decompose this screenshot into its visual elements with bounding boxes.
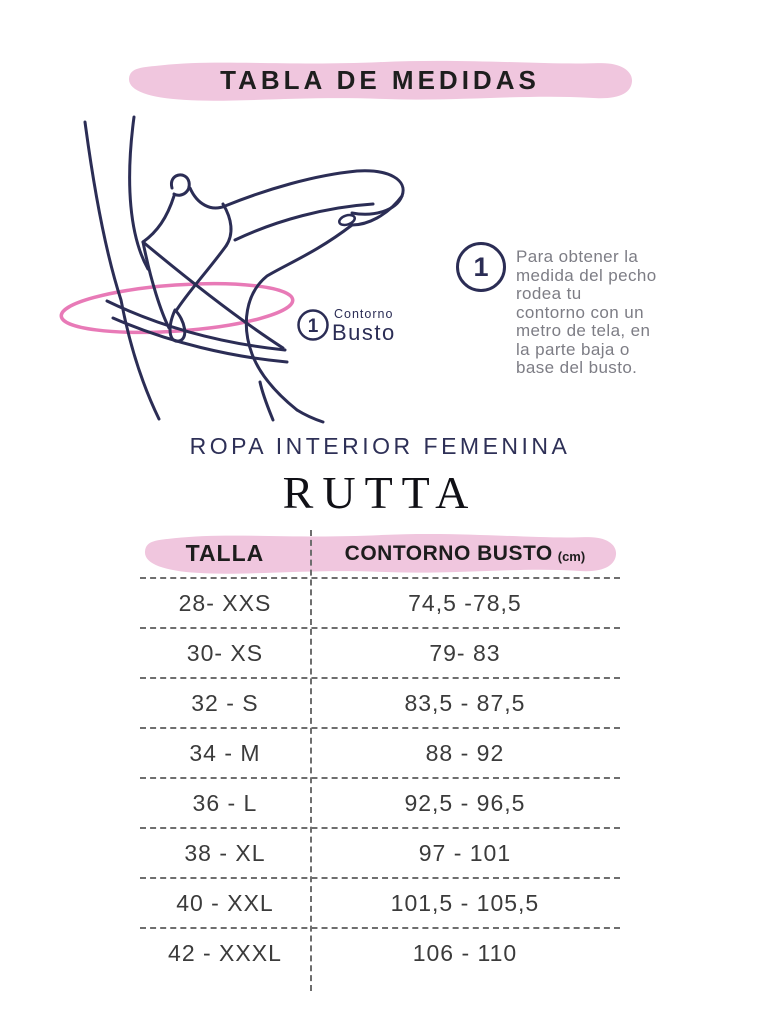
brand-tagline: ROPA INTERIOR FEMENINA [189,433,571,459]
busto-cell: 106 - 110 [412,939,518,966]
busto-cell: 88 - 92 [425,739,505,766]
busto-cell: 97 - 101 [418,839,512,866]
talla-cell: 30- XS [186,639,264,666]
table-row [140,927,620,977]
instruction-line: metro de tela, en [516,321,651,340]
talla-cell: 36 - L [192,789,258,816]
header-unit: (cm) [557,549,586,564]
busto-cell: 74,5 -78,5 [408,589,522,616]
header-talla: TALLA [185,540,265,566]
talla-cell: 42 - XXXL [168,939,282,966]
label-contorno: Contorno [334,307,394,321]
woman-line-art [85,117,403,422]
table-rows [140,577,620,977]
header-contorno-busto [310,530,620,577]
page-title: TABLA DE MEDIDAS [220,64,540,95]
table-header [140,530,620,577]
instruction-line: Para obtener la [516,247,639,266]
table-row [140,727,620,777]
label-busto: Busto [332,320,396,345]
instruction-line: contorno con un [516,302,644,322]
instruction-line: base del busto. [516,358,638,377]
talla-cell: 38 - XL [184,839,266,866]
table-row [140,627,620,677]
instruction-step-1 [456,240,718,378]
label-number: 1 [307,316,319,337]
brand-logo: RUTTA [282,467,478,518]
busto-cell: 101,5 - 105,5 [390,889,540,916]
talla-cell: 40 - XXL [176,889,274,916]
column-separator [310,530,312,991]
talla-cell: 28- XXS [178,589,272,616]
busto-cell: 79- 83 [429,639,501,666]
contorno-busto-label [299,307,396,345]
title-banner [124,56,636,104]
table-row [140,777,620,827]
bust-measurement-illustration [55,112,440,424]
table-row [140,877,620,927]
instruction-line: la parte baja o [516,339,630,359]
instruction-text [516,240,657,378]
step-number-circle: 1 [456,242,506,292]
header-contorno-busto-text: CONTORNO BUSTO [344,541,553,565]
busto-cell: 83,5 - 87,5 [404,689,526,716]
size-table [140,530,620,977]
talla-cell: 34 - M [189,739,261,766]
table-row [140,677,620,727]
table-row [140,577,620,627]
instruction-line: medida del pecho [516,265,657,285]
instruction-line: rodea tu [516,284,582,303]
busto-cell: 92,5 - 96,5 [404,789,526,816]
talla-cell: 32 - S [191,689,259,716]
table-row [140,827,620,877]
